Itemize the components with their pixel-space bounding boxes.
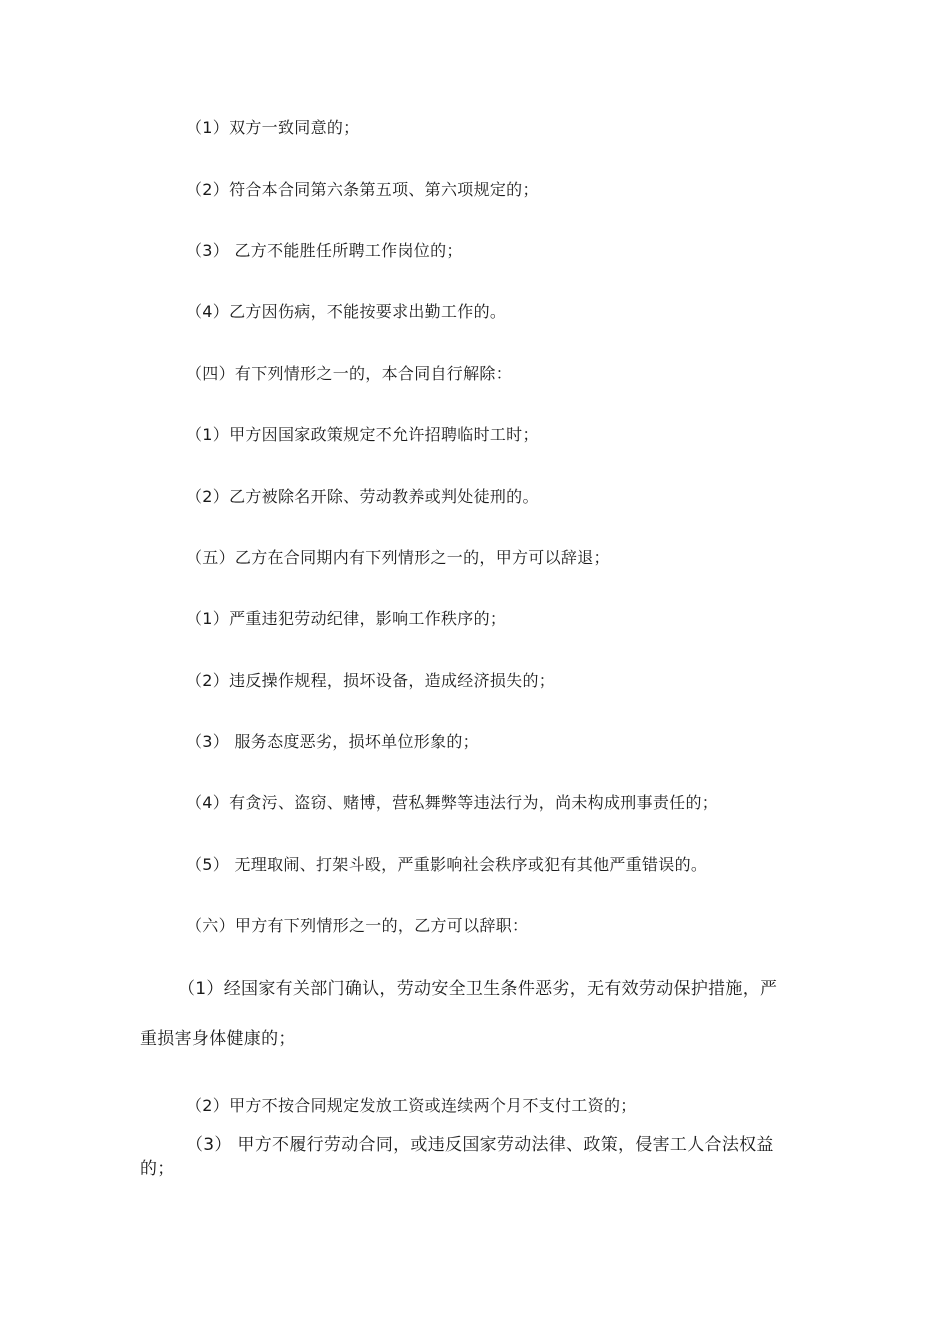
clause-line: （2）乙方被除名开除、劳动教养或判处徒刑的。: [186, 487, 539, 506]
clause-line: （3） 服务态度恶劣，损坏单位形象的；: [186, 732, 479, 751]
clause-line: （2）符合本合同第六条第五项、第六项规定的；: [186, 180, 539, 199]
clause-line: （1）经国家有关部门确认，劳动安全卫生条件恶劣，无有效劳动保护措施，严: [178, 979, 778, 999]
section-heading: （五）乙方在合同期内有下列情形之一的，甲方可以辞退；: [186, 548, 610, 567]
clause-line-continuation: 的；: [140, 1159, 175, 1179]
section-heading: （四）有下列情形之一的，本合同自行解除：: [186, 364, 513, 383]
clause-line: （1）甲方因国家政策规定不允许招聘临时工时；: [186, 425, 539, 444]
clause-line: （3） 甲方不履行劳动合同，或违反国家劳动法律、政策，侵害工人合法权益: [186, 1135, 774, 1155]
clause-line: （3） 乙方不能胜任所聘工作岗位的；: [186, 241, 463, 260]
clause-line: （2）甲方不按合同规定发放工资或连续两个月不支付工资的；: [186, 1096, 637, 1115]
clause-line-continuation: 重损害身体健康的；: [140, 1029, 296, 1049]
section-heading: （六）甲方有下列情形之一的，乙方可以辞职：: [186, 916, 529, 935]
clause-line: （4）有贪污、盗窃、赌博，营私舞弊等违法行为，尚未构成刑事责任的；: [186, 793, 719, 812]
clause-line: （5） 无理取闹、打架斗殴，严重影响社会秩序或犯有其他严重错误的。: [186, 855, 708, 874]
clause-line: （1）严重违犯劳动纪律，影响工作秩序的；: [186, 609, 507, 628]
clause-line: （2）违反操作规程，损坏设备，造成经济损失的；: [186, 671, 556, 690]
clause-line: （4）乙方因伤病，不能按要求出勤工作的。: [186, 302, 507, 321]
clause-line: （1）双方一致同意的；: [186, 118, 360, 137]
